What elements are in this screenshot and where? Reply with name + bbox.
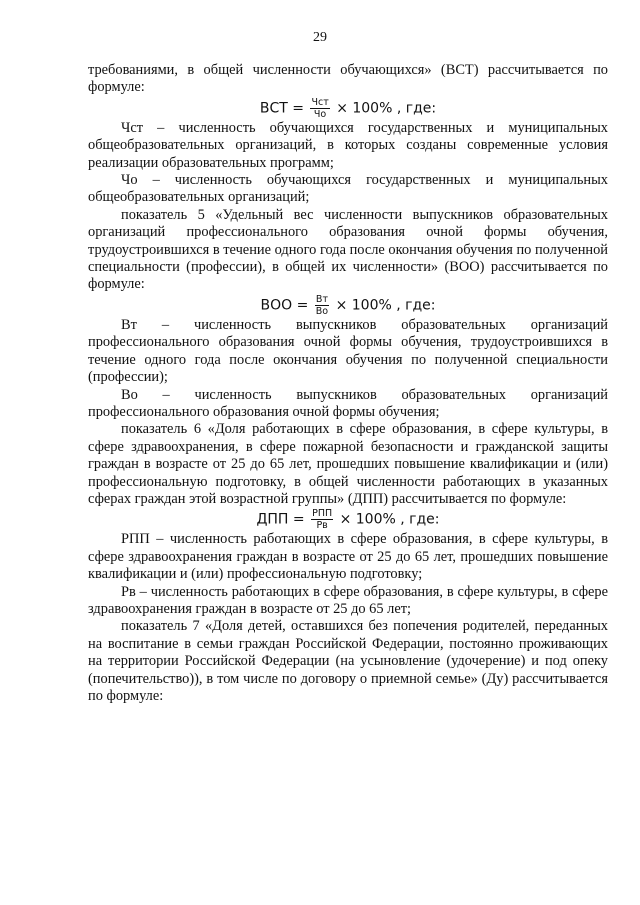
fraction-numerator: РПП bbox=[312, 508, 333, 520]
formula-voo bbox=[88, 294, 608, 317]
fraction-denominator: Во bbox=[315, 305, 329, 317]
page-number: 29 bbox=[313, 30, 327, 45]
definition-paragraph: РПП – численность работающих в сфере образования, в сфере культуры, в сфере здравоохранения граждан в возрасте от 25 до 65 лет, прошедших повышение квалификации и (или) профессиональную подготовку; bbox=[88, 531, 608, 583]
page-body bbox=[88, 62, 608, 705]
indicator-paragraph: показатель 6 «Доля работающих в сфере образования, в сфере культуры, в сфере здравоохранения, в сфере пожарной безопасности и гражданской защиты граждан в возрасте от 25 до 65 лет, прошедших повышение квалификации и (или) профессиональную подготовку, в общей численности работающих в указанных сферах граждан этой возрастной группы» (ДПП) рассчитывается по формуле: bbox=[88, 421, 608, 507]
definition-paragraph: Рв – численность работающих в сфере образования, в сфере культуры, в сфере здравоохранения граждан в возрасте от 25 до 65 лет; bbox=[88, 583, 608, 617]
fraction-numerator: Чст bbox=[311, 96, 329, 108]
formula-fraction bbox=[310, 97, 329, 120]
formula-vst bbox=[88, 97, 608, 120]
formula-lhs: ДПП = bbox=[256, 511, 305, 528]
formula-fraction bbox=[315, 294, 329, 317]
formula-rhs: × 100% , где: bbox=[339, 511, 440, 528]
fraction-numerator: Вт bbox=[315, 293, 328, 305]
definition-paragraph: Во – численность выпускников образовательных организаций профессионального образования очной формы обучения; bbox=[88, 386, 608, 420]
formula-lhs: ВОО = bbox=[260, 297, 309, 314]
formula-lhs: ВСТ = bbox=[259, 100, 304, 117]
definition-paragraph: Вт – численность выпускников образовательных организаций профессионального образования очной формы обучения, трудоустроившихся в течение одного года после окончания обучения по полученной специальности (профессии); bbox=[88, 316, 608, 386]
fraction-denominator: Чо bbox=[313, 108, 327, 120]
fraction-denominator: Рв bbox=[316, 520, 328, 532]
indicator-paragraph: показатель 7 «Доля детей, оставшихся без попечения родителей, переданных на воспитание в семьи граждан Российской Федерации, постоянно проживающих на территории Российской Федерации (на усыновление (удочерение) и под опеку (попечительство)), в том числе по договору о приемной семье» (Ду) рассчитывается по формуле: bbox=[88, 618, 608, 704]
formula-rhs: × 100% , где: bbox=[336, 100, 437, 117]
indicator-paragraph: показатель 5 «Удельный вес численности выпускников образовательных организаций профессионального образования очной формы обучения, трудоустроившихся в течение одного года после окончания обучения по полученной специальности (профессии), в общей их численности» (ВОО) рассчитывается по формуле: bbox=[88, 206, 608, 293]
definition-paragraph: Чст – численность обучающихся государственных и муниципальных общеобразовательных организаций, в которых созданы современные условия реализации образовательных программ; bbox=[88, 119, 608, 171]
definition-paragraph: Чо – численность обучающихся государственных и муниципальных общеобразовательных организаций; bbox=[88, 172, 608, 206]
formula-rhs: × 100% , где: bbox=[335, 297, 436, 314]
formula-fraction bbox=[311, 508, 333, 531]
formula-dpp bbox=[88, 508, 608, 531]
paragraph: требованиями, в общей численности обучающихся» (ВСТ) рассчитывается по формуле: bbox=[88, 62, 608, 96]
